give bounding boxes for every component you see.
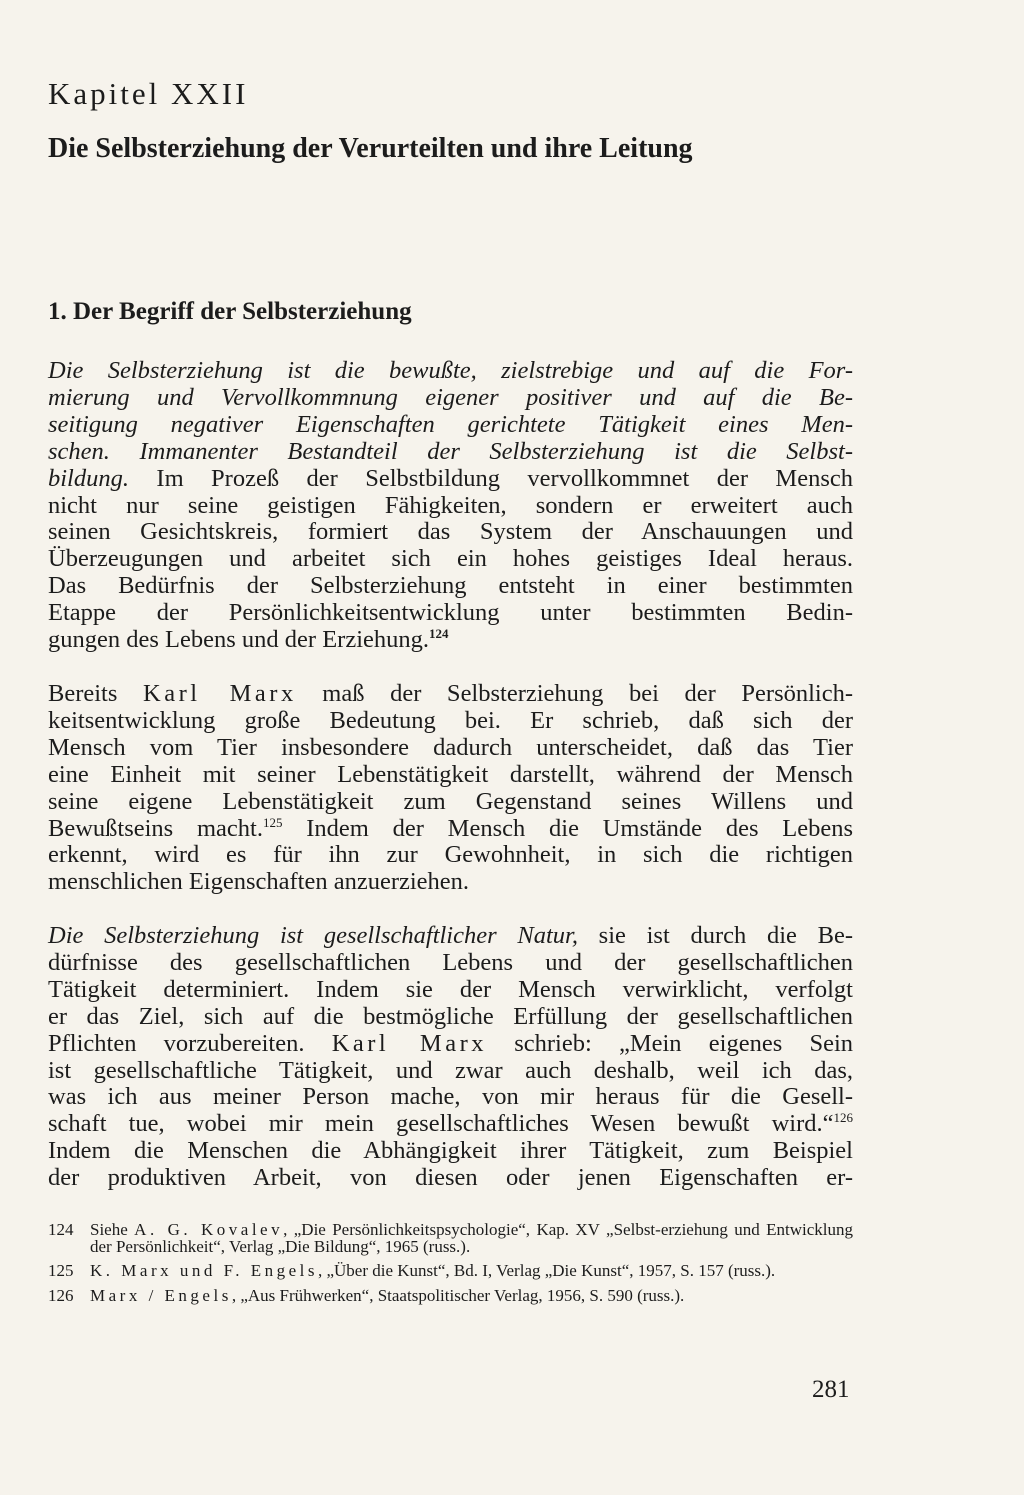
- paragraph-line: eine Einheit mit seiner Lebenstätigkeit darstellt, während der Mensch: [48, 760, 853, 788]
- paragraph-line: Etappe der Persönlichkeitsentwicklung unter bestimmten Bedin-: [48, 599, 853, 627]
- footnotes: [48, 1222, 853, 1312]
- paragraph-line: [48, 681, 853, 708]
- text-fragment: Bewußtseins macht.: [48, 814, 263, 842]
- paragraph-line: Überzeugungen und arbeitet sich ein hohes geistiges Ideal heraus.: [48, 545, 853, 573]
- author-name: A. G. Kovalev: [134, 1220, 284, 1239]
- paragraph-line: keitsentwicklung große Bedeutung bei. Er schrieb, daß sich der: [48, 706, 853, 734]
- paragraph-line: [48, 816, 853, 843]
- author-name: Karl Marx: [331, 1029, 487, 1057]
- paragraph-line: Das Bedürfnis der Selbsterziehung entsteht in einer bestimmten: [48, 572, 853, 600]
- paragraph-line: menschlichen Eigenschaften anzuerziehen.: [48, 868, 470, 896]
- text-fragment: , „Die Persönlichkeitspsychologie“, Kap. XV „Selbst-erziehung und Entwicklung der Persönlichkeit“, Verlag „Die Bildung“, 1965 (russ.).: [90, 1220, 853, 1256]
- paragraph-line: ist gesellschaftliche Tätigkeit, und zwar auch deshalb, weil ich das,: [48, 1056, 853, 1084]
- text-fragment: , „Aus Frühwerken“, Staatspolitischer Verlag, 1956, S. 590 (russ.).: [231, 1285, 685, 1305]
- paragraph-line: der produktiven Arbeit, von diesen oder jenen Eigenschaften er-: [48, 1164, 853, 1192]
- paragraph-line: [48, 1031, 853, 1058]
- paragraph-3: [48, 923, 853, 1192]
- footnote-text: [90, 1285, 853, 1305]
- italic-fragment: bildung.: [48, 464, 129, 492]
- italic-fragment: Die Selbsterziehung ist gesellschaftlicher Natur,: [48, 922, 578, 949]
- paragraph-line: seinen Gesichtskreis, formiert das System der Anschauungen und: [48, 518, 853, 546]
- footnote-126: [48, 1285, 853, 1305]
- footnote-124: [48, 1222, 853, 1255]
- text-fragment: maß der Selbsterziehung bei der Persönlich-: [296, 680, 853, 707]
- footnote-125: [48, 1263, 853, 1280]
- section-heading: 1. Der Begriff der Selbsterziehung: [48, 298, 412, 325]
- footnote-number: 126: [48, 1285, 74, 1305]
- paragraph-line: nicht nur seine geistigen Fähigkeiten, sondern er erweitert auch: [48, 491, 853, 519]
- text-fragment: Indem der Mensch die Umstände des Lebens: [282, 814, 854, 842]
- paragraph-line: [48, 923, 853, 950]
- paragraph-1: [48, 358, 853, 654]
- author-name: K. Marx und F. Engels: [90, 1261, 318, 1280]
- text-fragment: schaft tue, wobei mir mein gesellschaftliches Wesen bewußt wird.“: [48, 1110, 834, 1138]
- paragraph-line: Tätigkeit determiniert. Indem sie der Mensch verwirklicht, verfolgt: [48, 975, 853, 1003]
- author-name: Karl Marx: [143, 680, 297, 707]
- footnote-number: 125: [48, 1261, 74, 1280]
- paragraph-line: dürfnisse des gesellschaftlichen Lebens und der gesellschaftlichen: [48, 948, 853, 976]
- paragraph-line: seine eigene Lebenstätigkeit zum Gegenstand seines Willens und: [48, 787, 853, 815]
- text-fragment: , „Über die Kunst“, Bd. I, Verlag „Die Kunst“, 1957, S. 157 (russ.).: [317, 1261, 776, 1280]
- paragraph-line: [48, 627, 853, 654]
- paragraph-line: mierung und Vervollkommnung eigener positiver und auf die Be-: [48, 383, 853, 411]
- text-fragment: gungen des Lebens und der Erziehung.: [48, 626, 429, 654]
- paragraph-line: Indem die Menschen die Abhängigkeit ihrer Tätigkeit, zum Beispiel: [48, 1137, 853, 1165]
- text-fragment: Pflichten vorzubereiten.: [48, 1029, 332, 1057]
- paragraph-line: erkennt, wird es für ihn zur Gewohnheit, in sich die richtigen: [48, 841, 853, 869]
- footnote-text: [90, 1263, 853, 1280]
- text-fragment: sie ist durch die Be-: [577, 922, 853, 949]
- paragraph-line: was ich aus meiner Person mache, von mir heraus für die Gesell-: [48, 1083, 853, 1111]
- page-number: 281: [812, 1376, 850, 1403]
- paragraph-line: Die Selbsterziehung ist die bewußte, zielstrebige und auf die For-: [48, 357, 853, 384]
- paragraph-line: schen. Immanenter Bestandteil der Selbsterziehung ist die Selbst-: [48, 437, 853, 465]
- chapter-label: Kapitel XXII: [48, 76, 249, 111]
- paragraph-line: [48, 1111, 853, 1138]
- paragraph-line: seitigung negativer Eigenschaften gerichtete Tätigkeit eines Men-: [48, 410, 853, 438]
- footnote-ref-125: 125: [262, 814, 283, 830]
- paragraph-2: [48, 681, 853, 896]
- chapter-title: Die Selbsterziehung der Verurteilten und ihre Leitung: [48, 133, 693, 164]
- text-fragment: Bereits: [48, 680, 143, 707]
- paragraph-line: [48, 466, 853, 493]
- author-name: Marx / Engels: [90, 1285, 232, 1305]
- text-fragment: Siehe: [90, 1220, 135, 1239]
- footnote-number: 124: [48, 1220, 74, 1239]
- paragraph-line: er das Ziel, sich auf die bestmögliche Erfüllung der gesellschaftlichen: [48, 1002, 853, 1030]
- footnote-ref-126: 126: [833, 1110, 853, 1126]
- text-fragment: schrieb: „Mein eigenes Sein: [487, 1029, 853, 1057]
- paragraph-line: Mensch vom Tier insbesondere dadurch unterscheidet, daß das Tier: [48, 733, 853, 761]
- text-fragment: Im Prozeß der Selbstbildung vervollkommnet der Mensch: [129, 464, 853, 492]
- footnote-ref-124: 124: [429, 625, 449, 641]
- footnote-text: [90, 1222, 853, 1255]
